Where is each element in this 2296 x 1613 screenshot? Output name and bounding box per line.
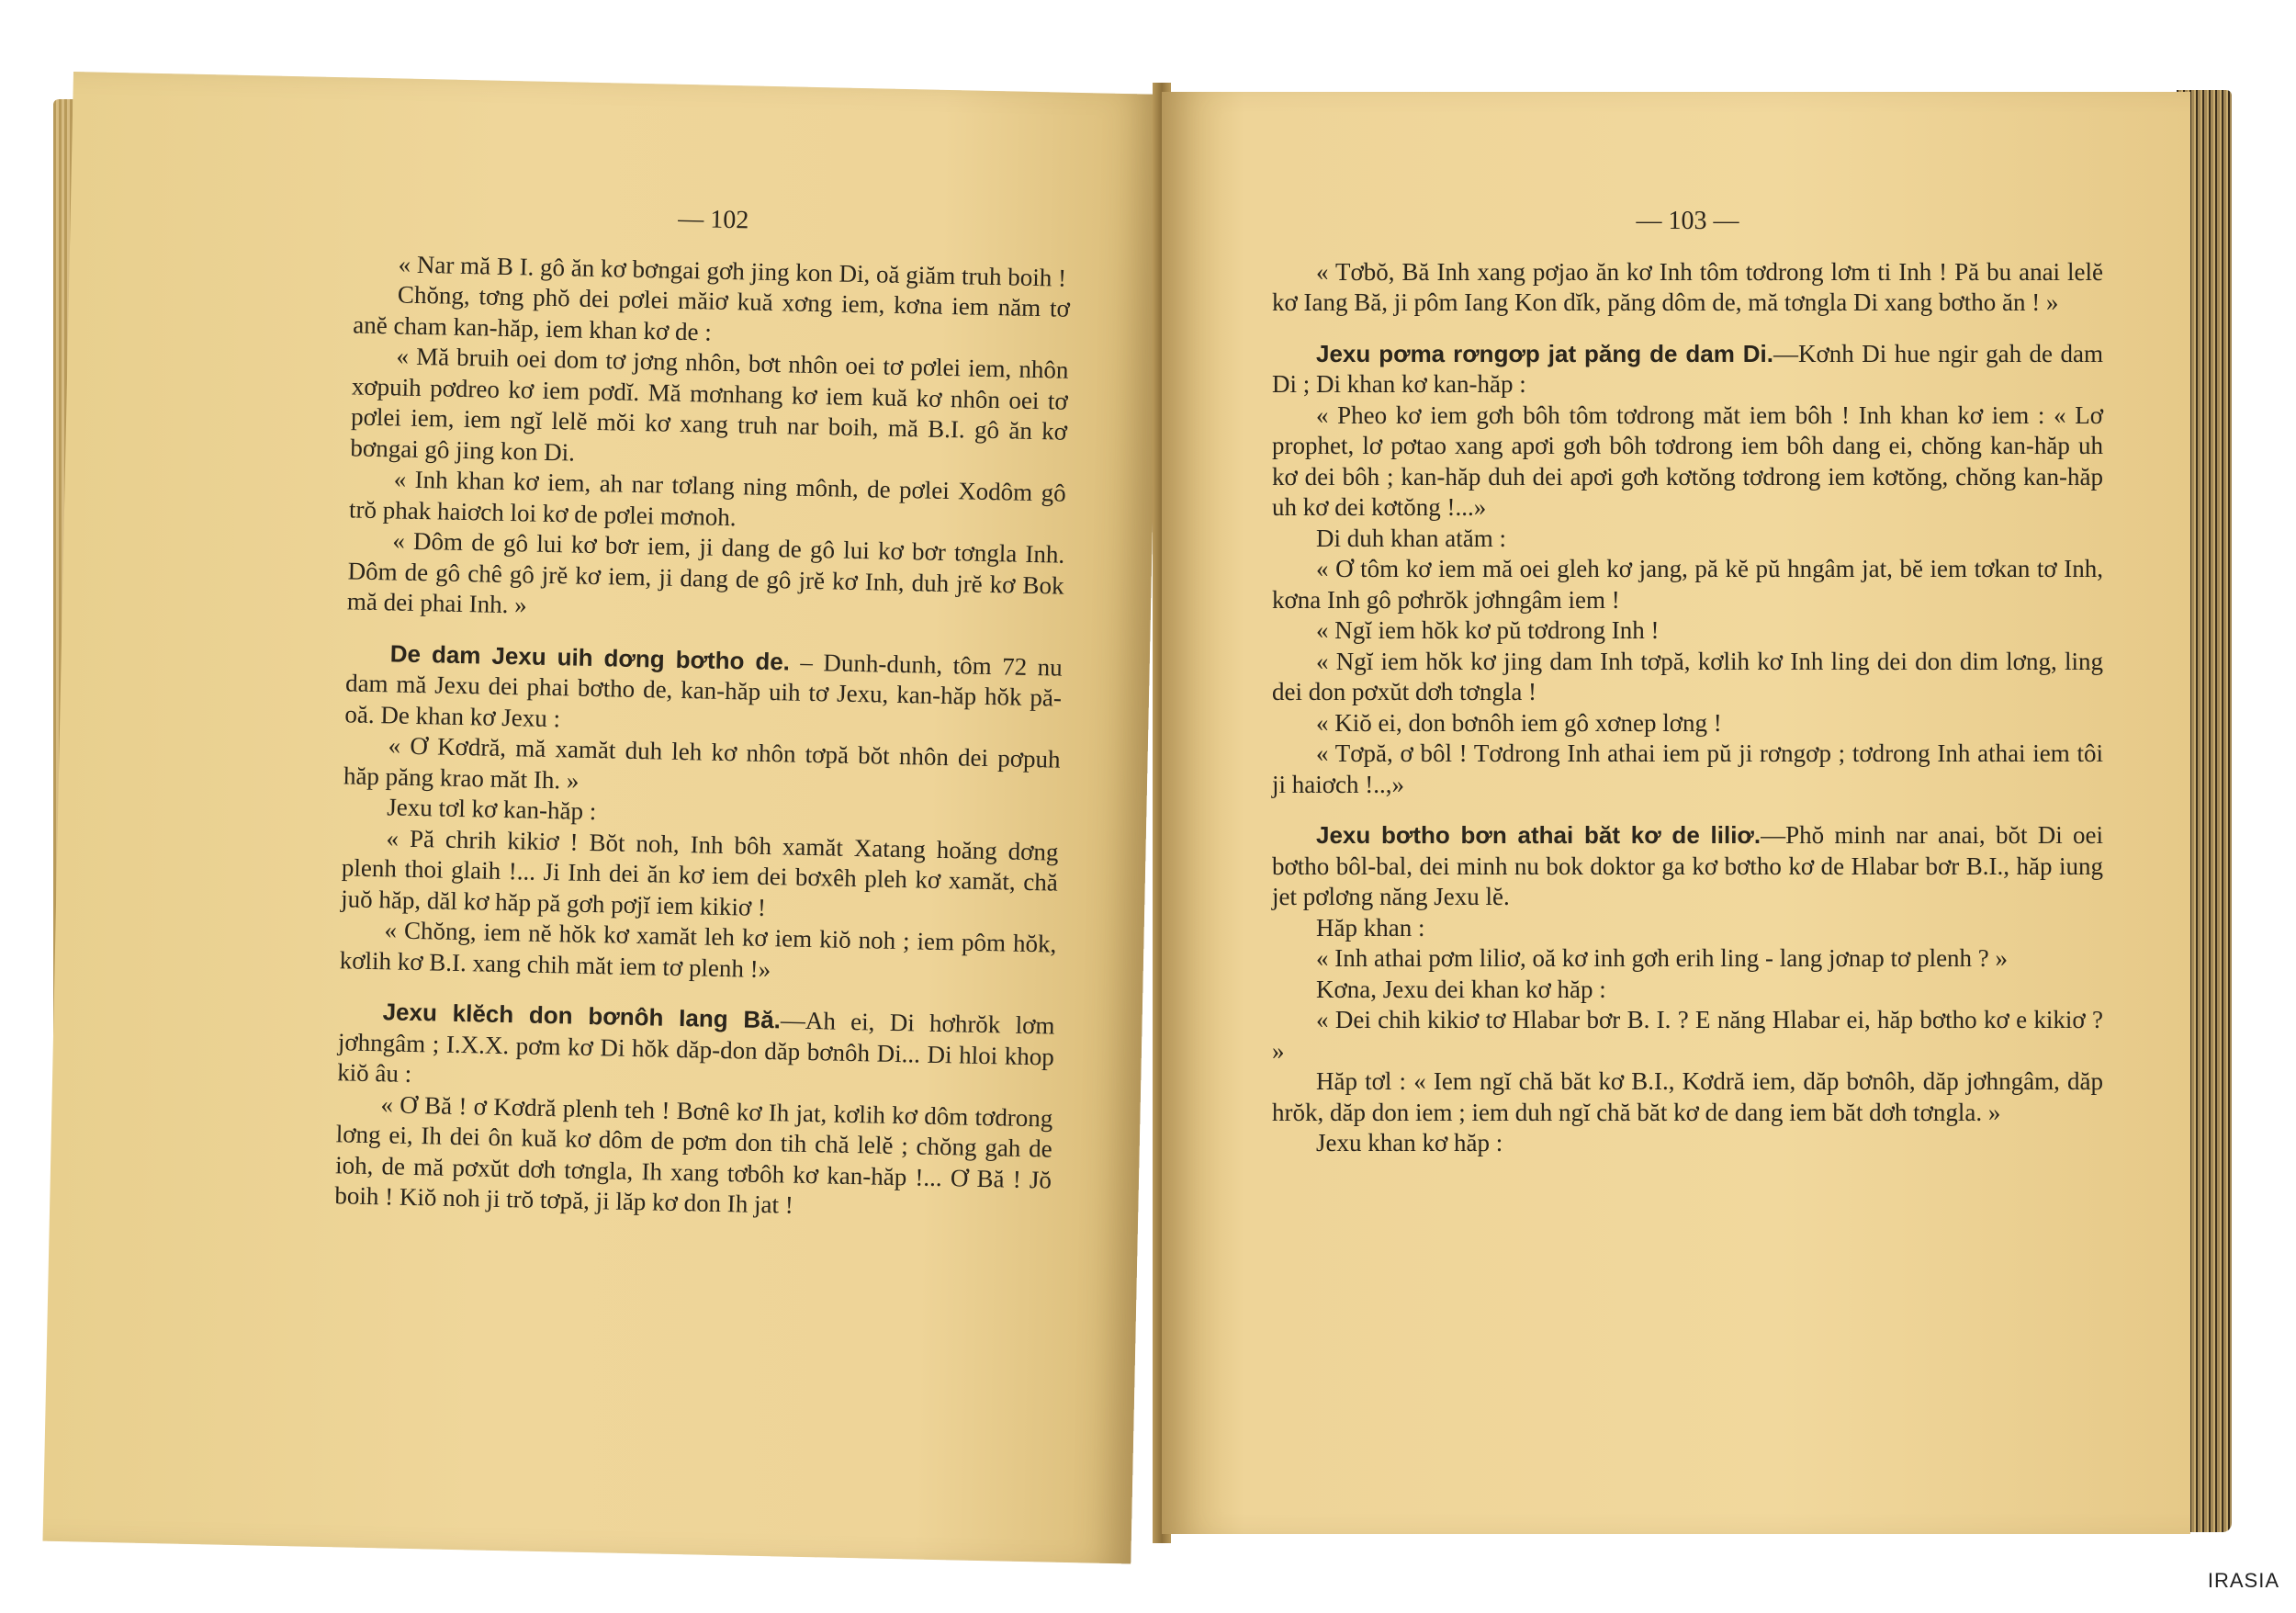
- right-page-body: [1272, 257, 2103, 1159]
- right-page: [1162, 92, 2190, 1534]
- paragraph: Jexu tơl kơ kan-hăp :: [387, 793, 597, 826]
- paragraph: « Ơ Bă ! ơ Kơdră plenh teh ! Bơnê kơ Ih jat, kơlih kơ dôm tơdrong lơng ei, Ih dei ôn kuă kơ dôm de pơm don tih chă lelĕ ; chŏng gah de ioh, de mă pơxŭt dơh tơngla, Ih xang tơbôh kơ kan-hăp !... Ơ Bă ! Jŏ boih ! Kiŏ noh ji trŏ tơpă, ji lăp kơ don Ih jat !: [334, 1089, 1053, 1219]
- paragraph: « Tơbŏ, Bă Inh xang pơjao ăn kơ Inh tôm tơdrong lơm ti Inh ! Pă bu anai lelĕ kơ Iang Bă, ji pôm Iang Kon dĭk, păng dôm de, mă tơngla Di xang bơtho ăn ! »: [1272, 257, 2103, 316]
- left-page-number: — 102: [677, 204, 749, 235]
- paragraph: Jexu khan kơ hăp :: [1316, 1129, 1503, 1156]
- paragraph: Chŏng, tơng phŏ dei pơlei măiơ kuă xơng iem, kơna iem năm tơ anĕ cham kan-hăp, iem khan kơ de :: [352, 280, 1071, 346]
- paragraph: « Inh khan kơ iem, ah nar tơlang ning mônh, de pơlei Xodôm gô trŏ phak haiơch loi kơ de pơlei mơnoh.: [348, 465, 1066, 531]
- paragraph: « Dei chih kikiơ tơ Hlabar bơr B. I. ? E năng Hlabar ei, hăp bơtho kơ e kikiơ ? »: [1272, 1006, 2103, 1065]
- section-paragraph: [1272, 820, 2103, 913]
- section-heading: Jexu bơtho bơn athai băt kơ de liliơ.: [1316, 821, 1761, 849]
- paragraph: « Pă chrih kikiơ ! Bŏt noh, Inh bôh xamăt Xatang hoăng dơng plenh thoi glaih !... Ji Inh dei ăn kơ iem dei bơxêh pleh kơ xamăt, chă juŏ hăp, dăl kơ hăp pă gơh pơjĭ iem kikiơ !: [340, 823, 1059, 921]
- paragraph: Di duh khan atăm :: [1316, 524, 1506, 552]
- paragraph: Kơna, Jexu dei khan kơ hăp :: [1316, 975, 1606, 1003]
- paragraph: « Kiŏ ei, don bơnôh iem gô xơnep lơng !: [1316, 708, 1722, 737]
- section-heading: Jexu pơma rơngơp jat păng de dam Di.: [1316, 339, 1773, 367]
- paragraph: « Pheo kơ iem gơh bôh tôm tơdrong măt iem bôh ! Inh khan kơ iem : « Lơ prophet, lơ pơtao xang apơi gơh bôh tơdrong iem bôh dang ei, chŏng kan-hăp uh kơ dei bôh ; kan-hăp duh dei apơi gơh kơtŏng tơdrong iem kơtŏng, chŏng kan-hăp uh kơ dei kơtŏng !...»: [1272, 400, 2103, 521]
- section-text: —Kơnh Di hue ngir gah de dam Di ; Di khan kơ kan-hăp :: [1272, 339, 2103, 398]
- paragraph: « Chŏng, iem nĕ hŏk kơ xamăt leh kơ iem kiŏ noh ; iem pôm hŏk, kơlih kơ B.I. xang chih măt iem tơ plenh !»: [339, 916, 1057, 983]
- left-page: [42, 72, 1161, 1563]
- paragraph: « Ngĭ iem hŏk kơ jing dam Inh tơpă, kơlih kơ Inh ling dei don dim lơng, ling dei don pơxŭt dơh tơngla !: [1272, 647, 2103, 705]
- paragraph: « Ngĭ iem hŏk kơ pŭ tơdrong Inh !: [1316, 616, 1660, 644]
- watermark: IRASIA: [2207, 1569, 2279, 1592]
- section-heading: De dam Jexu uih dơng bơtho de.: [389, 638, 791, 675]
- left-page-text: [334, 77, 1075, 1226]
- paragraph: Hăp tơl : « Iem ngĭ chă băt kơ B.I., Kơdră iem, dăp bơnôh, dăp jơhngâm, dăp hrŏk, dăp don iem ; iem duh ngĭ chă băt kơ de dang iem băt dơh tơngla. »: [1272, 1067, 2103, 1126]
- paragraph-gap: [1272, 319, 2103, 339]
- paragraph: « Dôm de gô lui kơ bơr iem, ji dang de gô lui kơ bơr tơngla Inh. Dôm de gô chê gô jrĕ kơ iem, ji dang de gô jrĕ kơ Inh, duh jrĕ kơ Bok mă dei phai Inh. »: [346, 526, 1065, 619]
- paragraph: « Nar mă B I. gô ăn kơ bơngai gơh jing kon Di, oă giăm truh boih !: [398, 249, 1067, 292]
- section-text: —Phŏ minh nar anai, bŏt Di oei bơtho bôl-bal, dei minh nu bok doktor ga kơ bơtho kơ de Hlabar bơr B.I., hăp iung jet pơlơng năng Jexu lĕ.: [1272, 821, 2104, 910]
- section-heading: Jexu klĕch don bơnôh Iang Bă.: [382, 998, 782, 1034]
- section-paragraph: [337, 996, 1055, 1103]
- paragraph: « Mă bruih oei dom tơ jơng nhôn, bơt nhôn oei tơ pơlei iem, nhôn xơpuih pơdreo kơ iem pơdĭ. Mă mơnhang kơ iem kuă kơ nhôn oei tơ pơlei iem, iem ngĭ lelĕ mŏi kơ xang truh nar boih, mă B.I. gô ăn kơ bơngai gô jing kon Di.: [350, 342, 1069, 467]
- paragraph: « Tơpă, ơ bôl ! Tơdrong Inh athai iem pŭ ji rơngơp ; tơdrong Inh athai iem tôi ji haiơch !..,»: [1272, 739, 2103, 798]
- section-paragraph: [344, 637, 1063, 745]
- paragraph: « Inh athai pơm liliơ, oă kơ inh gơh erih ling - lang jơnap tơ plenh ? »: [1316, 944, 2009, 972]
- left-page-body: [334, 248, 1071, 1226]
- paragraph: « Ơ Kơdră, mă xamăt duh leh kơ nhôn tơpă bŏt nhôn dei pơpuh hăp păng krao măt Ih. »: [343, 731, 1061, 795]
- section-text: —Ah ei, Di hơhrŏk lơm jơhngâm ; I.X.X. pơm kơ Di hŏk dăp-don dăp bơnôh Di... Di hloi khop kiŏ âu :: [336, 1006, 1055, 1088]
- right-page-number: — 103 —: [1636, 207, 1739, 235]
- paragraph: Hăp khan :: [1316, 913, 1425, 942]
- paragraph-gap: [1272, 800, 2103, 820]
- section-text: – Dunh-dunh, tôm 72 nu dam mă Jexu dei phai bơtho de, kan-hăp uih tơ Jexu, kan-hăp hŏk pă-oă. De khan kơ Jexu :: [344, 647, 1063, 732]
- section-paragraph: [1272, 339, 2103, 400]
- right-page-text: [1272, 92, 2103, 1159]
- paragraph: « Ơ tôm kơ iem mă oei gleh kơ jang, pă kĕ pŭ hngâm jat, bĕ iem tơkan tơ Inh, kơna Inh gô pơhrŏk jơhngâm iem !: [1272, 555, 2103, 614]
